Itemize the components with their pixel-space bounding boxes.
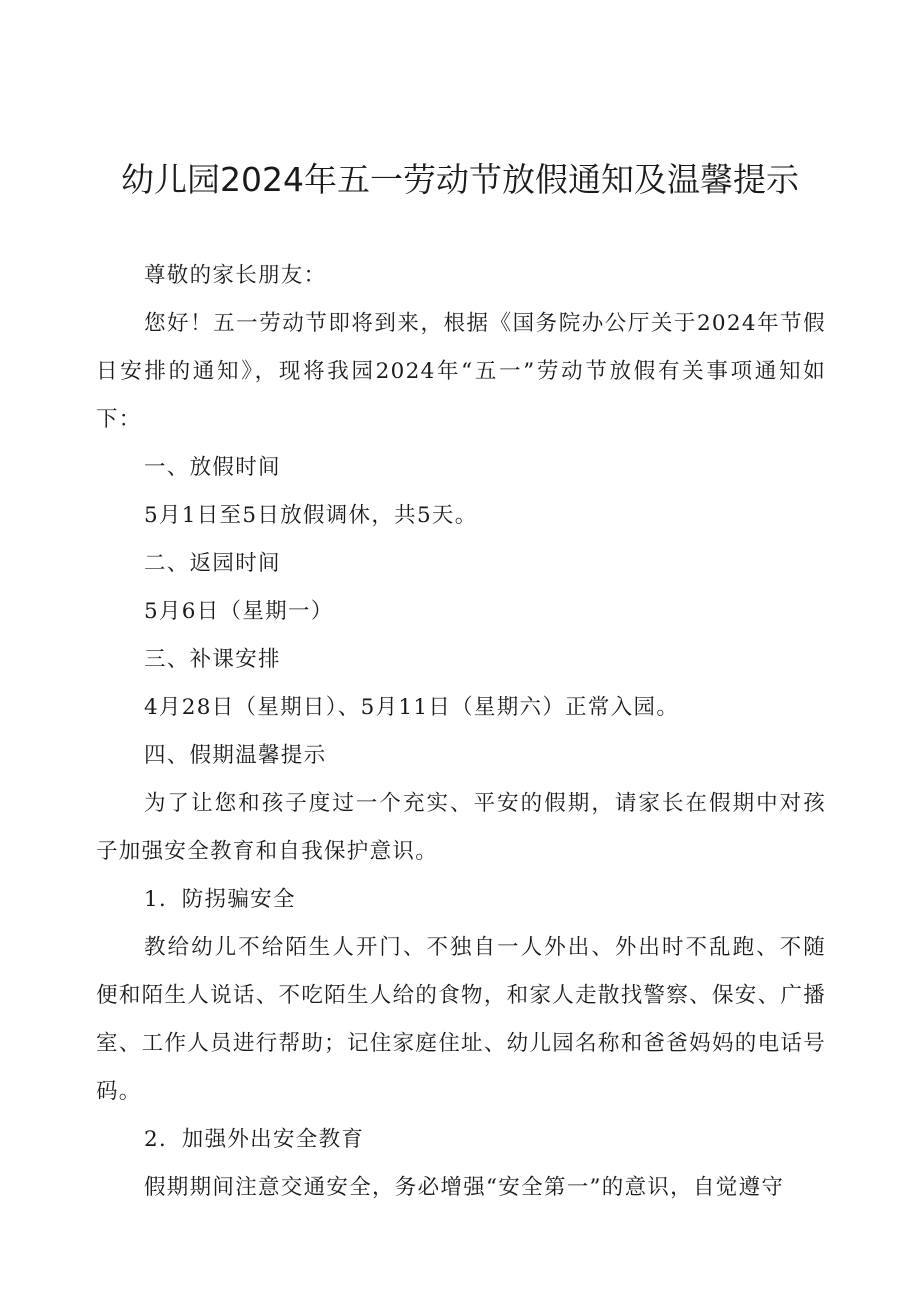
document-body xyxy=(96,252,826,1212)
makeup-class-text: 4月28日（星期日）、5月11日（星期六）正常入园。 xyxy=(144,695,680,720)
section-heading-holiday-time: 一、放假时间 xyxy=(144,455,281,480)
holiday-time-text: 5月1日至5日放假调休，共5天。 xyxy=(144,503,478,528)
outdoor-safety-paragraph: 假期期间注意交通安全，务必增强“安全第一”的意识，自觉遵守 xyxy=(144,1175,785,1200)
salutation: 尊敬的家长朋友： xyxy=(144,263,327,288)
document-title: 幼儿园2024年五一劳动节放假通知及温馨提示 xyxy=(121,160,799,199)
section-heading-makeup-class: 三、补课安排 xyxy=(144,647,281,672)
section-heading-return-time: 二、返园时间 xyxy=(144,551,281,576)
subheading-outdoor-safety: 2．加强外出安全教育 xyxy=(144,1127,365,1152)
anti-abduction-paragraph: 教给幼儿不给陌生人开门、不独自一人外出、外出时不乱跑、不随便和陌生人说话、不吃陌生人给的食物，和家人走散找警察、保安、广播室、工作人员进行帮助；记住家庭住址、幼儿园名称和爸爸妈妈的电话号码。 xyxy=(96,935,826,1104)
tips-intro-paragraph: 为了让您和孩子度过一个充实、平安的假期，请家长在假期中对孩子加强安全教育和自我保护意识。 xyxy=(96,791,826,864)
intro-paragraph: 您好！五一劳动节即将到来，根据《国务院办公厅关于2024年节假日安排的通知》，现将我园2024年“五一”劳动节放假有关事项通知如下： xyxy=(96,311,826,432)
section-heading-tips: 四、假期温馨提示 xyxy=(144,743,327,768)
subheading-anti-abduction: 1．防拐骗安全 xyxy=(144,887,296,912)
return-time-text: 5月6日（星期一） xyxy=(144,599,334,624)
